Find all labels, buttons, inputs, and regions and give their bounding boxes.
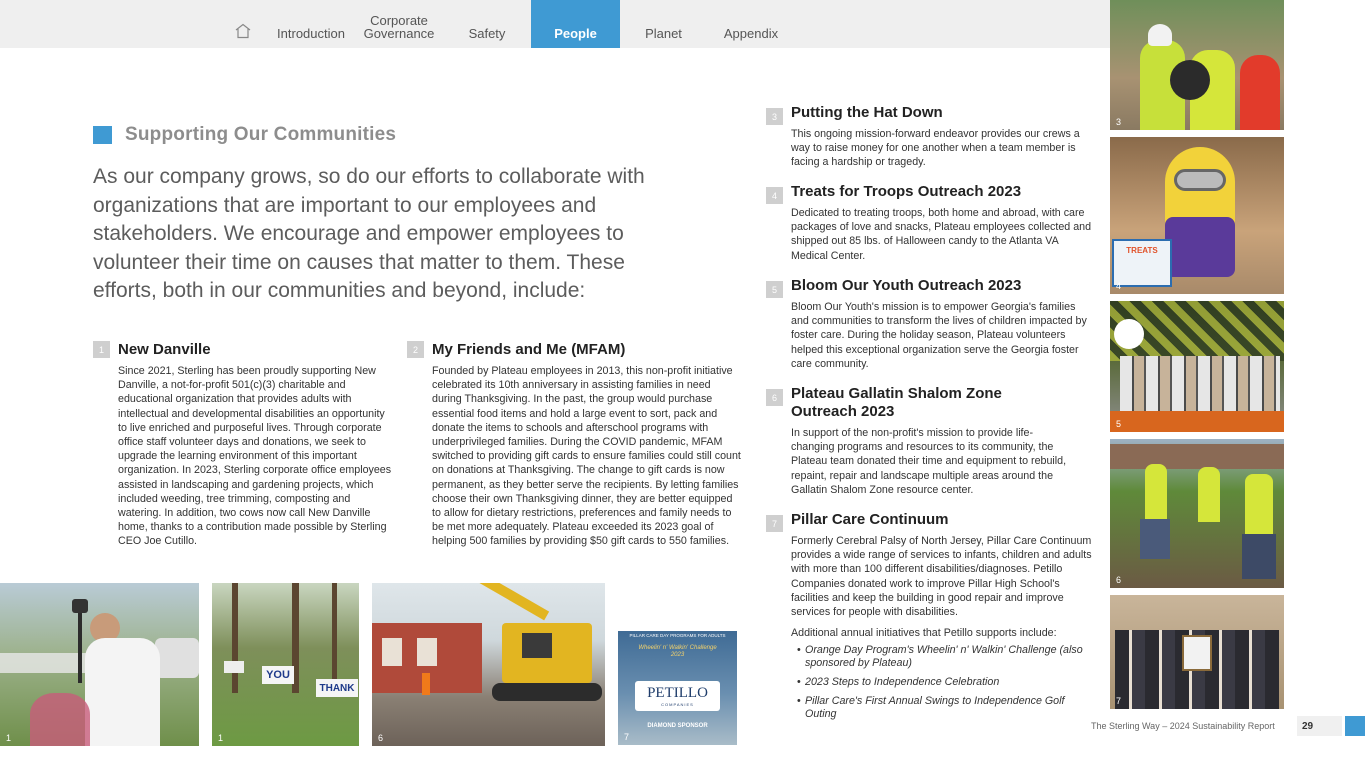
photo-caption: 6	[378, 733, 384, 743]
photo-caption: 5	[1116, 419, 1122, 429]
top-nav	[0, 0, 1110, 48]
item-title: Putting the Hat Down	[791, 104, 943, 121]
intro-paragraph: As our company grows, so do our efforts to collaborate with organizations that are important to our employees and stakeholders. We encourage and empower employees to volunteer their time on causes that matter to them. These efforts, both in our communities and beyond, include:	[93, 165, 645, 302]
item-number: 2	[407, 341, 424, 358]
item-title: Bloom Our Youth Outreach 2023	[791, 277, 1022, 294]
photo-bloom-group	[1110, 301, 1284, 432]
item-treats-for-troops	[766, 183, 1092, 263]
poster-footer: DIAMOND SPONSOR	[647, 723, 708, 729]
item-body: Formerly Cerebral Palsy of North Jersey, Pillar Care Continuum provides a wide range of services to infants, children and adults with more than 100 different disabilities/diagnoses. Petillo Companies donated work to improve Pillar High School's facilities and keep the building in good repair and improve services for people with disabilities.	[791, 535, 1092, 619]
photo-caption: 1	[6, 733, 12, 743]
petillo-logo	[635, 681, 720, 711]
item-body: Dedicated to treating troops, both home and abroad, with care packages of love and snacks, Plateau employees collected and shipped out 85 lbs. of Halloween candy to the Atlanta VA Medical Center.	[791, 207, 1092, 262]
footer-report-title: The Sterling Way – 2024 Sustainability Report	[1091, 721, 1275, 731]
item-body: Founded by Plateau employees in 2013, this non-profit initiative celebrated its 10th anniversary in assisting families in need during Thanksgiving. In the past, the group would purchase essential food items and hold a large event to sort, pack and donate the items to schools and afterschool programs with underprivileged families. During the COVID pandemic, MFAM switched to providing gift cards to ensure families could still count on donations at Thanksgiving. The change to gift cards is now permanent, as they better serve the recipients. By letting families choose their own Thanksgiving dinner, they are better equipped to allow for dietary restrictions, preferences and family needs to be met more adequately. Plateau exceeded its 2023 goal of helping 500 families by providing $50 gift cards to 550 families.	[432, 365, 741, 548]
item-bloom-our-youth	[766, 277, 1092, 371]
photo-gardening	[0, 583, 199, 746]
item-number: 7	[766, 515, 783, 532]
item-pillar-care	[766, 511, 1092, 727]
poster-header: PILLAR CARE DAY PROGRAMS FOR ADULTS	[629, 633, 726, 638]
nav-appendix[interactable]: Appendix	[723, 26, 779, 41]
section-title: Supporting Our Communities	[125, 124, 397, 145]
item-title: My Friends and Me (MFAM)	[432, 341, 626, 358]
home-icon[interactable]	[235, 23, 251, 39]
photo-caption: 7	[1116, 696, 1122, 706]
photo-caption: 3	[1116, 117, 1122, 127]
list-item: • Orange Day Program's Wheelin' n' Walkin' Challenge (also sponsored by Plateau)	[791, 644, 1092, 670]
photo-caption: 4	[1116, 281, 1122, 291]
item-number: 5	[766, 281, 783, 298]
photo-pillar-group	[1110, 595, 1284, 709]
page-number: 29	[1297, 716, 1342, 736]
item-title: New Danville	[118, 341, 211, 358]
item-body: In support of the non-profit's mission to provide life-changing programs and resources to its community, the Plateau team donated their time and equipment to rebuild, repaint, repair and landscape multiple areas around the Gallatin Shalom Zone resource center.	[791, 427, 1067, 496]
item-new-danville	[93, 341, 393, 549]
additional-list	[791, 644, 1092, 721]
nav-safety[interactable]: Safety	[468, 26, 506, 41]
page-tab[interactable]	[1345, 716, 1365, 736]
nav-planet[interactable]: Planet	[645, 26, 682, 41]
item-putting-the-hat-down	[766, 104, 1092, 170]
sign-thank: THANK	[316, 679, 358, 697]
photo-thank-you-signs	[212, 583, 359, 746]
photo-sponsor-poster	[618, 631, 737, 745]
item-number: 1	[93, 341, 110, 358]
item-number: 4	[766, 187, 783, 204]
photo-caption: 1	[218, 733, 224, 743]
item-gallatin-shalom-zone	[766, 385, 1076, 497]
photo-excavator	[372, 583, 605, 746]
item-body: Since 2021, Sterling has been proudly supporting New Danville, a not-for-profit 501(c)(3) charitable and educational organization that provides adults with intellectual and developmental disabilities an opportunity to live enriched and purposeful lives. Through corporate office staff volunteer days and donations, we seek to upgrade the learning environment of this important organization. In 2023, Sterling corporate office employees assisted in landscaping and gardening projects, which included weeding, tree trimming, composting and watering. In addition, two cows now call New Danville home, thanks to a contribution made possible by Sterling CEO Joe Cutillo.	[118, 365, 392, 548]
photo-treats-minion	[1110, 137, 1284, 294]
item-mfam	[407, 341, 743, 549]
item-title: Treats for Troops Outreach 2023	[791, 183, 1022, 200]
section-marker	[93, 126, 112, 144]
item-number: 3	[766, 108, 783, 125]
photo-crew-hug	[1110, 0, 1284, 130]
item-body: This ongoing mission-forward endeavor provides our crews a way to raise money for one another when a team member is facing a hardship or tragedy.	[791, 128, 1080, 169]
photo-landscaping-crew	[1110, 439, 1284, 588]
item-number: 6	[766, 389, 783, 406]
photo-caption: 6	[1116, 575, 1122, 585]
additional-intro: Additional annual initiatives that Petillo supports include:	[791, 627, 1057, 640]
item-body: Bloom Our Youth's mission is to empower Georgia's families and communities to transform the lives of children impacted by foster care. During the holiday season, Plateau volunteers helped this exceptional organization serve the Georgia foster care community.	[791, 301, 1087, 370]
nav-introduction[interactable]: Introduction	[277, 26, 345, 41]
item-title: Plateau Gallatin Shalom Zone Outreach 2023	[791, 385, 1002, 420]
nav-people[interactable]: People	[531, 0, 620, 48]
poster-event: Wheelin' n' Walkin' Challenge 2023	[638, 645, 717, 658]
item-title: Pillar Care Continuum	[791, 511, 949, 528]
logo-subtext: COMPANIES	[661, 702, 694, 707]
nav-corporate-governance[interactable]: Corporate Governance	[363, 13, 435, 41]
treats-sign: TREATS	[1112, 239, 1172, 287]
list-item: • Pillar Care's First Annual Swings to Independence Golf Outing	[791, 695, 1092, 721]
list-item: • 2023 Steps to Independence Celebration	[791, 676, 1092, 689]
sign-you: YOU	[262, 666, 294, 684]
logo-text: PETILLO	[647, 685, 708, 701]
photo-caption: 7	[624, 732, 630, 742]
